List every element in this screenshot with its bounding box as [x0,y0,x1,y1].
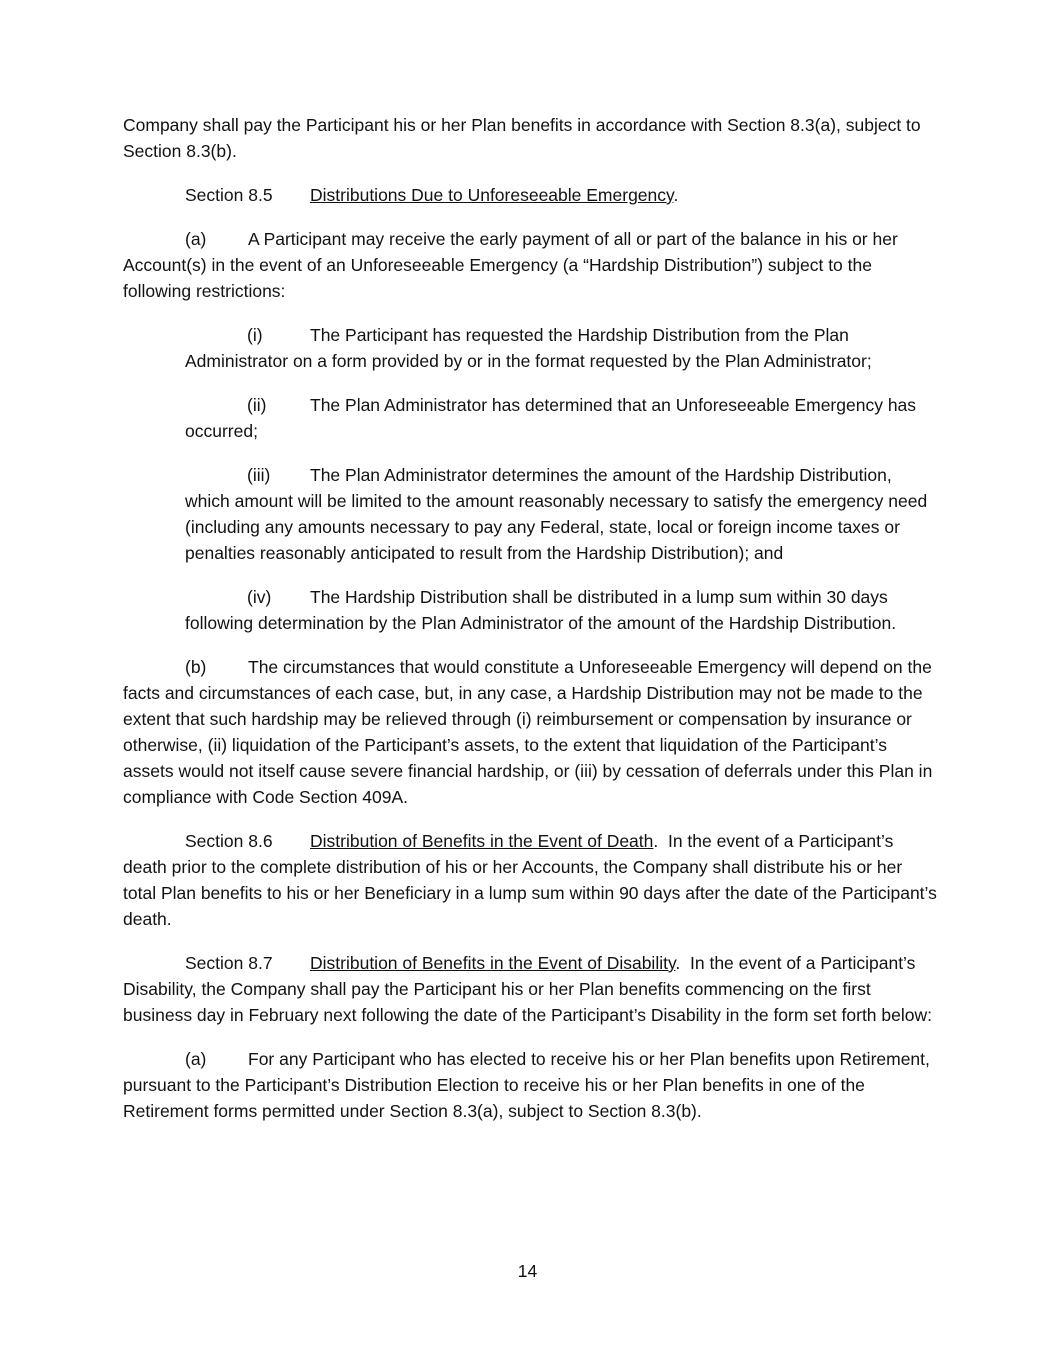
paragraph-8-5-b-text: The circumstances that would constitute a Unforeseeable Emergency will depend on the facts and circumstances of each case, but, in any case, a Hardship Distribution may not be made to the extent that such hardship may be relieved through (i) reimbursement or compensation by insurance or otherwise, (ii) liquidation of the Participant’s assets, to the extent that liquidation of the Participant’s assets would not itself cause severe financial hardship, or (iii) by cessation of deferrals under this Plan in compliance with Code Section 409A. [123,657,938,807]
paragraph-8-5-a-text: A Participant may receive the early payment of all or part of the balance in his or her Account(s) in the event of an Unforeseeable Emergency (a “Hardship Distribution”) subject to the following restrictions: [123,229,902,301]
paragraph-8-7-a-label: (a) [185,1049,207,1069]
section-8-6-title: Distribution of Benefits in the Event of Death [310,831,654,851]
list-item-8-5-i [185,322,938,374]
section-8-5-label: Section 8.5 [185,185,273,205]
section-8-6-label: Section 8.6 [185,831,273,851]
paragraph-intro [123,112,938,164]
list-item-8-5-iii-text: The Plan Administrator determines the amount of the Hardship Distribution, which amount will be limited to the amount reasonably necessary to satisfy the emergency need (including any amounts necessary to pay any Federal, state, local or foreign income taxes or penalties reasonably anticipated to result from the Hardship Distribution); and [185,465,933,563]
list-item-8-5-ii [185,392,938,444]
list-item-8-5-iv [185,584,938,636]
section-8-6-text: . In the event of a Participant’s death prior to the complete distribution of his or her Accounts, the Company shall distribute his or her total Plan benefits to his or her Beneficiary in a lump sum within 90 days after the date of the Participant’s death. [123,831,942,929]
paragraph-8-7-a-text: For any Participant who has elected to receive his or her Plan benefits upon Retirement, pursuant to the Participant’s Distribution Election to receive his or her Plan benefits in one of the Retirement forms permitted under Section 8.3(a), subject to Section 8.3(b). [123,1049,935,1121]
paragraph-8-5-a [123,226,938,304]
section-8-5-title: Distributions Due to Unforeseeable Emergency [310,185,674,205]
list-item-8-5-iii-label: (iii) [247,465,271,485]
paragraph-8-7-a [123,1046,938,1124]
section-8-7-label: Section 8.7 [185,953,273,973]
paragraph-8-5-b-label: (b) [185,657,207,677]
paragraph-8-5-b [123,654,938,810]
list-item-8-5-ii-text: The Plan Administrator has determined that an Unforeseeable Emergency has occurred; [185,395,921,441]
list-item-8-5-iv-text: The Hardship Distribution shall be distributed in a lump sum within 30 days following determination by the Plan Administrator of the amount of the Hardship Distribution. [185,587,897,633]
heading-section-8-5 [123,182,938,208]
document-body [123,112,942,1142]
section-8-5-title-suffix: . [673,185,679,205]
section-8-7-text: . In the event of a Participant’s Disability, the Company shall pay the Participant his or her Plan benefits commencing on the first business day in February next following the date of the Participant’s Disability in the form set forth below: [123,953,932,1025]
list-item-8-5-iv-label: (iv) [247,587,272,607]
paragraph-8-5-a-label: (a) [185,229,207,249]
list-item-8-5-iii [185,462,938,566]
list-item-8-5-i-label: (i) [247,325,263,345]
paragraph-section-8-7 [123,950,938,1028]
section-8-7-title: Distribution of Benefits in the Event of Disability [310,953,676,973]
list-item-8-5-i-text: The Participant has requested the Hardship Distribution from the Plan Administrator on a form provided by or in the format requested by the Plan Administrator; [185,325,872,371]
page-number: 14 [517,1261,538,1281]
paragraph-section-8-6 [123,828,942,932]
list-item-8-5-ii-label: (ii) [247,395,267,415]
intro-text: Company shall pay the Participant his or her Plan benefits in accordance with Section 8.3(a), subject to Section 8.3(b). [123,115,926,161]
